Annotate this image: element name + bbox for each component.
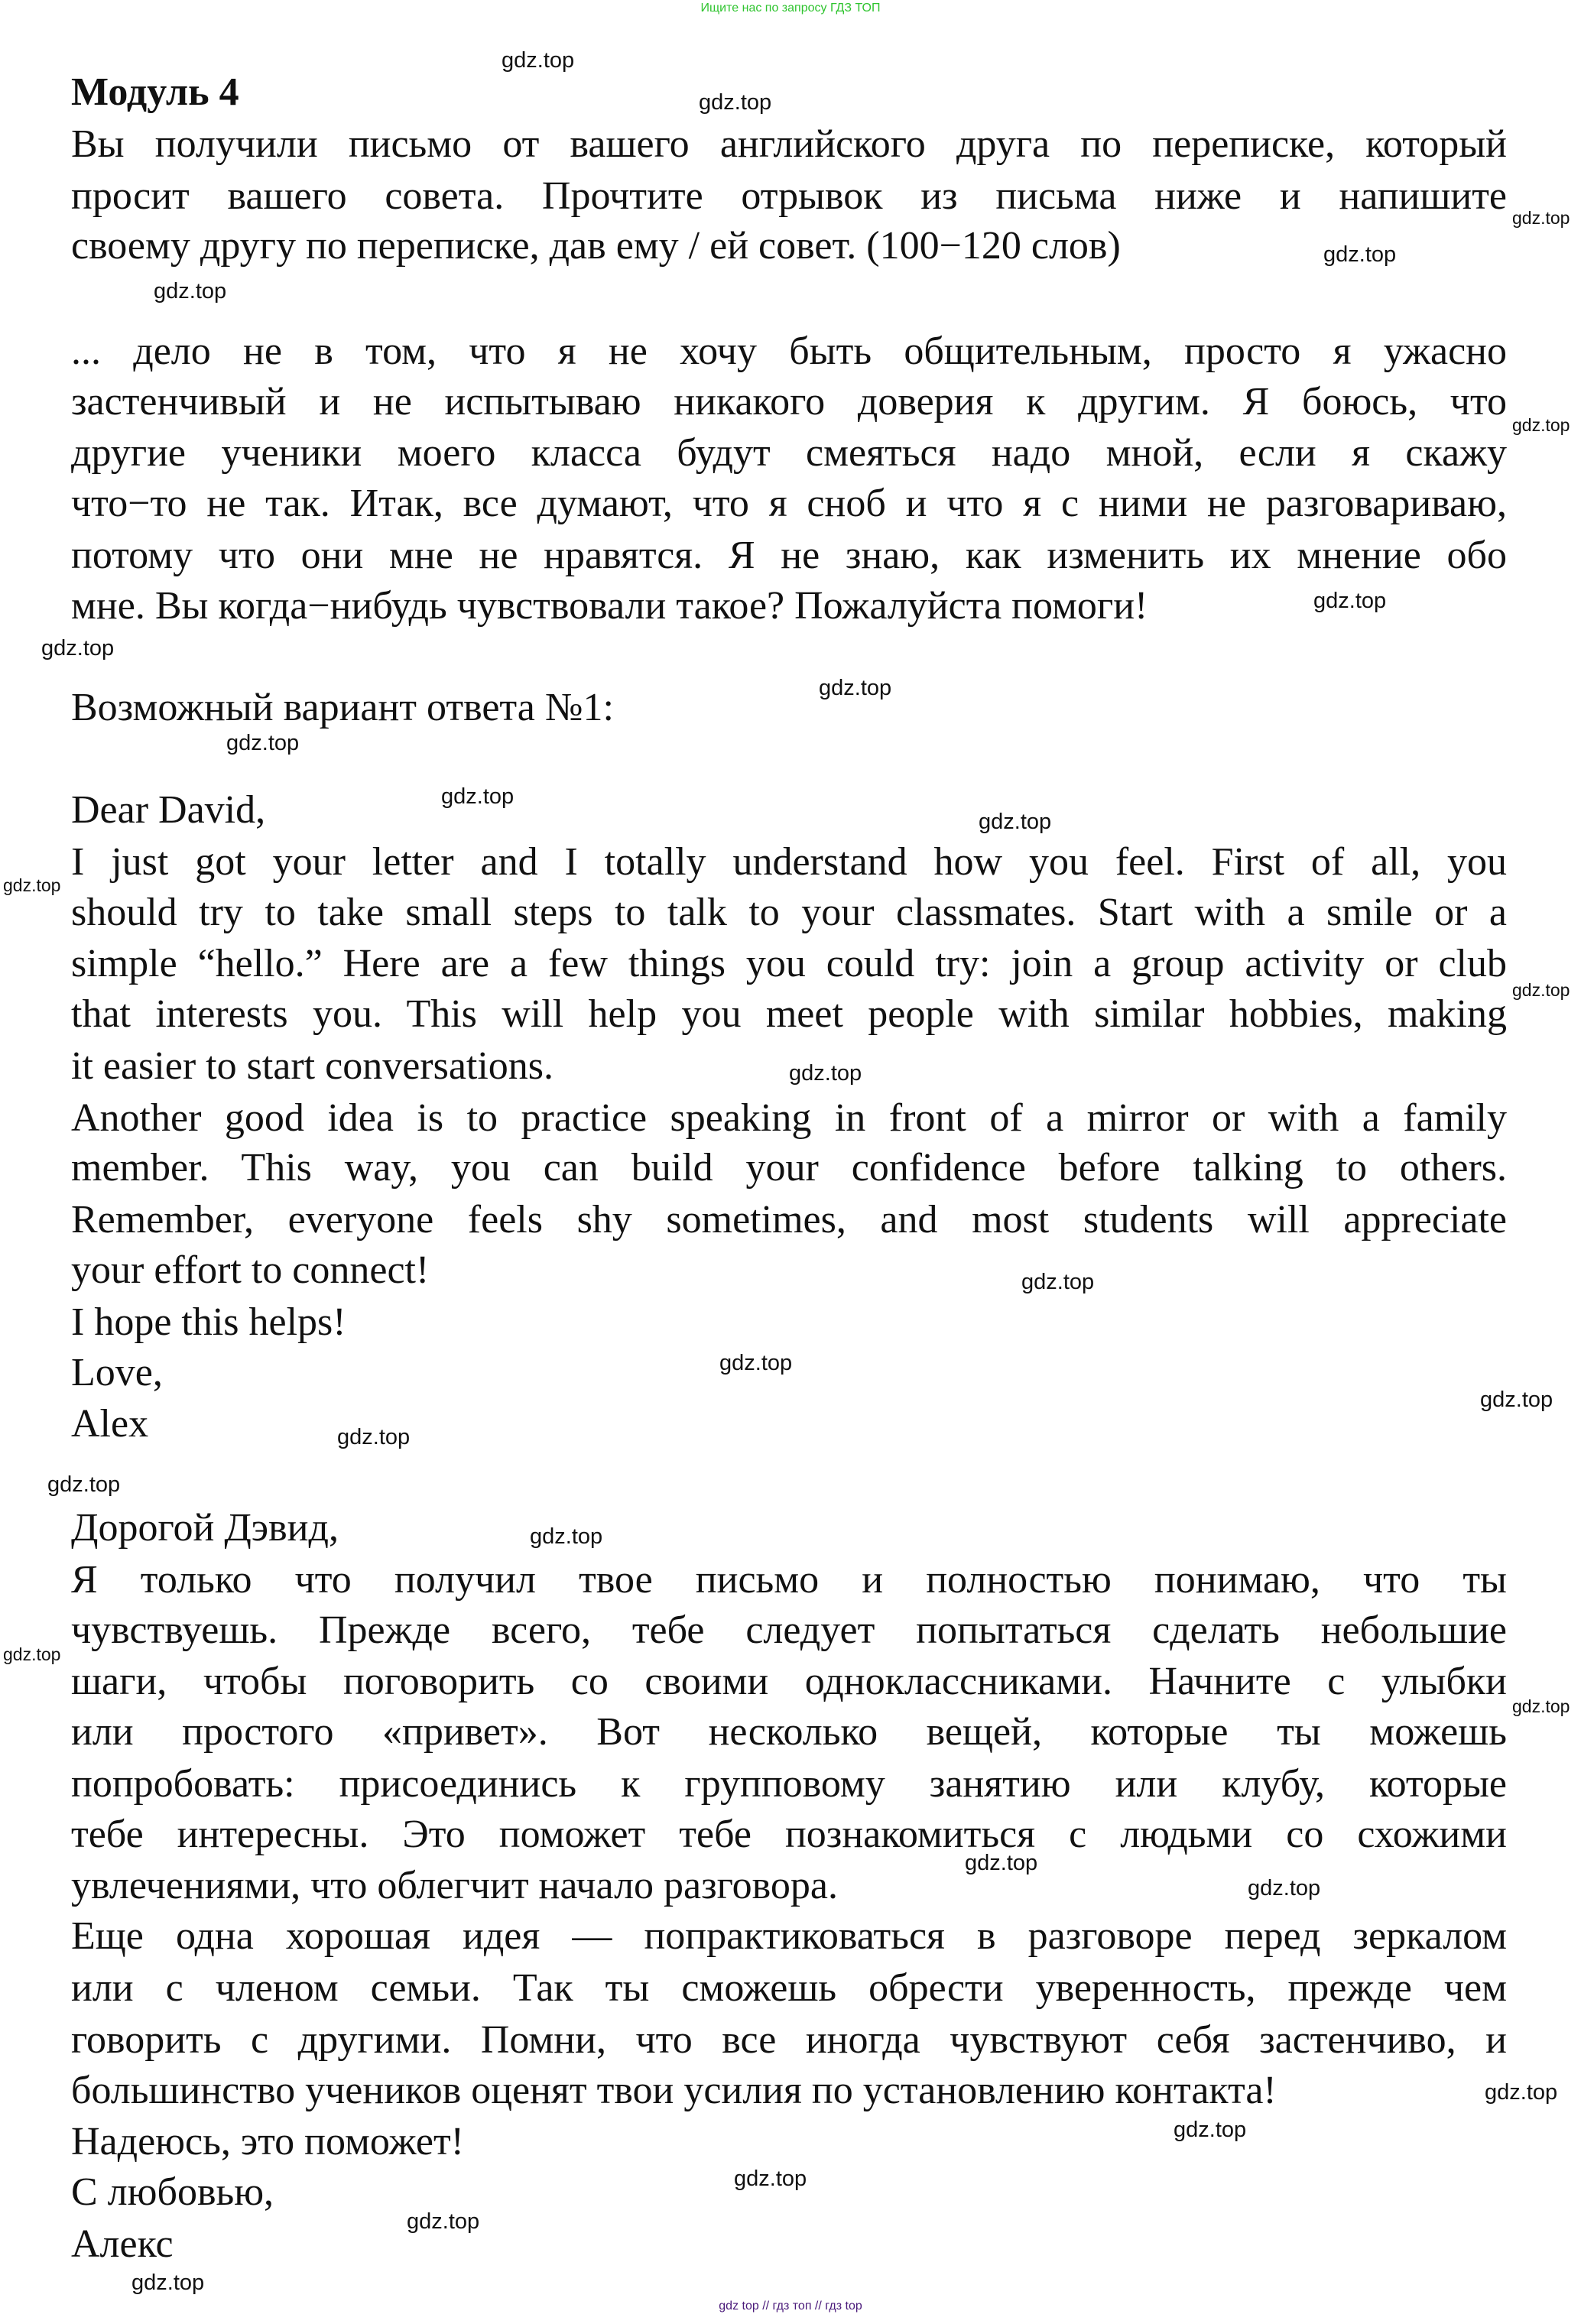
watermark-text: gdz.top [1512, 980, 1570, 1000]
text-line: Алекс [71, 2222, 174, 2266]
text-line: попробовать: присоединись к групповому занятию или клубу, которые [71, 1762, 1507, 1806]
watermark-text: gdz.top [47, 1472, 121, 1497]
watermark-text: gdz.top [1512, 1696, 1570, 1716]
watermark-text: gdz.top [1248, 1876, 1321, 1900]
text-line: потому что они мне не нравятся. Я не знаю, как изменить их мнение обо [71, 534, 1507, 577]
watermark-text: gdz.top [3, 1644, 61, 1664]
watermark-text: gdz.top [819, 676, 892, 700]
text-line: I hope this helps! [71, 1300, 346, 1344]
text-line: Дорогой Дэвид, [71, 1506, 339, 1550]
watermark-text: gdz.top [1512, 208, 1570, 228]
text-line: ... дело не в том, что я не хочу быть общительным, просто я ужасно [71, 329, 1507, 373]
text-line: говорить с другими. Помни, что все иногда чувствуют себя застенчиво, и [71, 2018, 1507, 2062]
watermark-text: gdz.top [154, 279, 227, 303]
text-line: просит вашего совета. Прочтите отрывок из письма ниже и напишите [71, 174, 1507, 218]
text-line: мне. Вы когда−нибудь чувствовали такое? Пожалуйста помоги! [71, 584, 1148, 628]
search-banner: Ищите нас по запросу ГДЗ ТОП [700, 2, 881, 15]
watermark-text: gdz.top [1485, 2080, 1558, 2105]
text-line: Возможный вариант ответа №1: [71, 686, 614, 729]
watermark-text: gdz.top [407, 2209, 480, 2234]
text-line: другие ученики моего класса будут смеяться надо мной, если я скажу [71, 431, 1507, 475]
watermark-text: gdz.top [226, 731, 300, 755]
watermark-text: gdz.top [41, 636, 115, 661]
watermark-text: gdz.top [1512, 415, 1570, 435]
text-line: member. This way, you can build your confidence before talking to others. [71, 1146, 1507, 1190]
text-line: большинство учеников оценят твои усилия по установлению контакта! [71, 2069, 1277, 2112]
text-line: Вы получили письмо от вашего английского друга по переписке, который [71, 122, 1507, 166]
watermark-text: gdz.top [1480, 1388, 1553, 1412]
watermark-text: gdz.top [699, 90, 772, 115]
watermark-text: gdz.top [3, 875, 61, 895]
text-line: тебе интересны. Это поможет тебе познакомиться с людьми со схожими [71, 1813, 1507, 1856]
watermark-text: gdz.top [979, 810, 1052, 834]
watermark-text: gdz.top [1174, 2118, 1247, 2142]
text-line: чувствуешь. Прежде всего, тебе следует попытаться сделать небольшие [71, 1608, 1507, 1652]
text-line: it easier to start conversations. [71, 1044, 554, 1088]
text-line: that interests you. This will help you meet people with similar hobbies, making [71, 992, 1507, 1036]
text-line: Alex [71, 1402, 149, 1446]
text-line: Еще одна хорошая идея — попрактиковаться в разговоре перед зеркалом [71, 1914, 1507, 1958]
watermark-text: gdz.top [441, 784, 515, 809]
text-line: увлечениями, что облегчит начало разговора. [71, 1864, 838, 1907]
text-line: Remember, everyone feels shy sometimes, and most students will appreciate [71, 1198, 1507, 1242]
watermark-text: gdz.top [719, 1351, 793, 1375]
text-line: шаги, чтобы поговорить со своими одноклассниками. Начните с улыбки [71, 1660, 1507, 1703]
text-line: I just got your letter and I totally understand how you feel. First of all, you [71, 840, 1507, 884]
text-line: что−то не так. Итак, все думают, что я сноб и что я с ними не разговариваю, [71, 482, 1507, 525]
watermark-text: gdz.top [965, 1851, 1038, 1875]
watermark-text: gdz.top [1313, 589, 1387, 613]
watermark-text: gdz.top [1021, 1270, 1095, 1294]
text-line: your effort to connect! [71, 1248, 430, 1292]
text-line: застенчивый и не испытываю никакого доверия к другим. Я боюсь, что [71, 380, 1507, 424]
watermark-text: gdz.top [789, 1061, 862, 1086]
text-line: Dear David, [71, 788, 266, 832]
watermark-text: gdz.top [131, 2270, 205, 2295]
text-line: или простого «привет». Вот несколько вещей, которые ты можешь [71, 1710, 1507, 1754]
text-line: simple “hello.” Here are a few things you could try: join a group activity or club [71, 942, 1507, 985]
watermark-text: gdz.top [734, 2167, 807, 2191]
watermark-text: gdz.top [1323, 242, 1397, 267]
text-line: С любовью, [71, 2170, 274, 2214]
page-title: Модуль 4 [71, 70, 239, 114]
watermark-text: gdz.top [502, 48, 575, 73]
text-line: или с членом семьи. Так ты сможешь обрести уверенность, прежде чем [71, 1966, 1507, 2010]
watermark-text: gdz.top [530, 1524, 603, 1549]
text-line: Надеюсь, это поможет! [71, 2120, 464, 2163]
text-line: should try to take small steps to talk to your classmates. Start with a smile or a [71, 891, 1507, 934]
text-line: своему другу по переписке, дав ему / ей совет. (100−120 слов) [71, 224, 1121, 268]
footer-watermark: gdz top // гдз топ // гдз top [719, 2300, 862, 2313]
watermark-text: gdz.top [337, 1425, 411, 1449]
text-line: Я только что получил твое письмо и полностью понимаю, что ты [71, 1558, 1507, 1602]
text-line: Another good idea is to practice speaking in front of a mirror or with a family [71, 1096, 1507, 1140]
text-line: Love, [71, 1351, 163, 1394]
